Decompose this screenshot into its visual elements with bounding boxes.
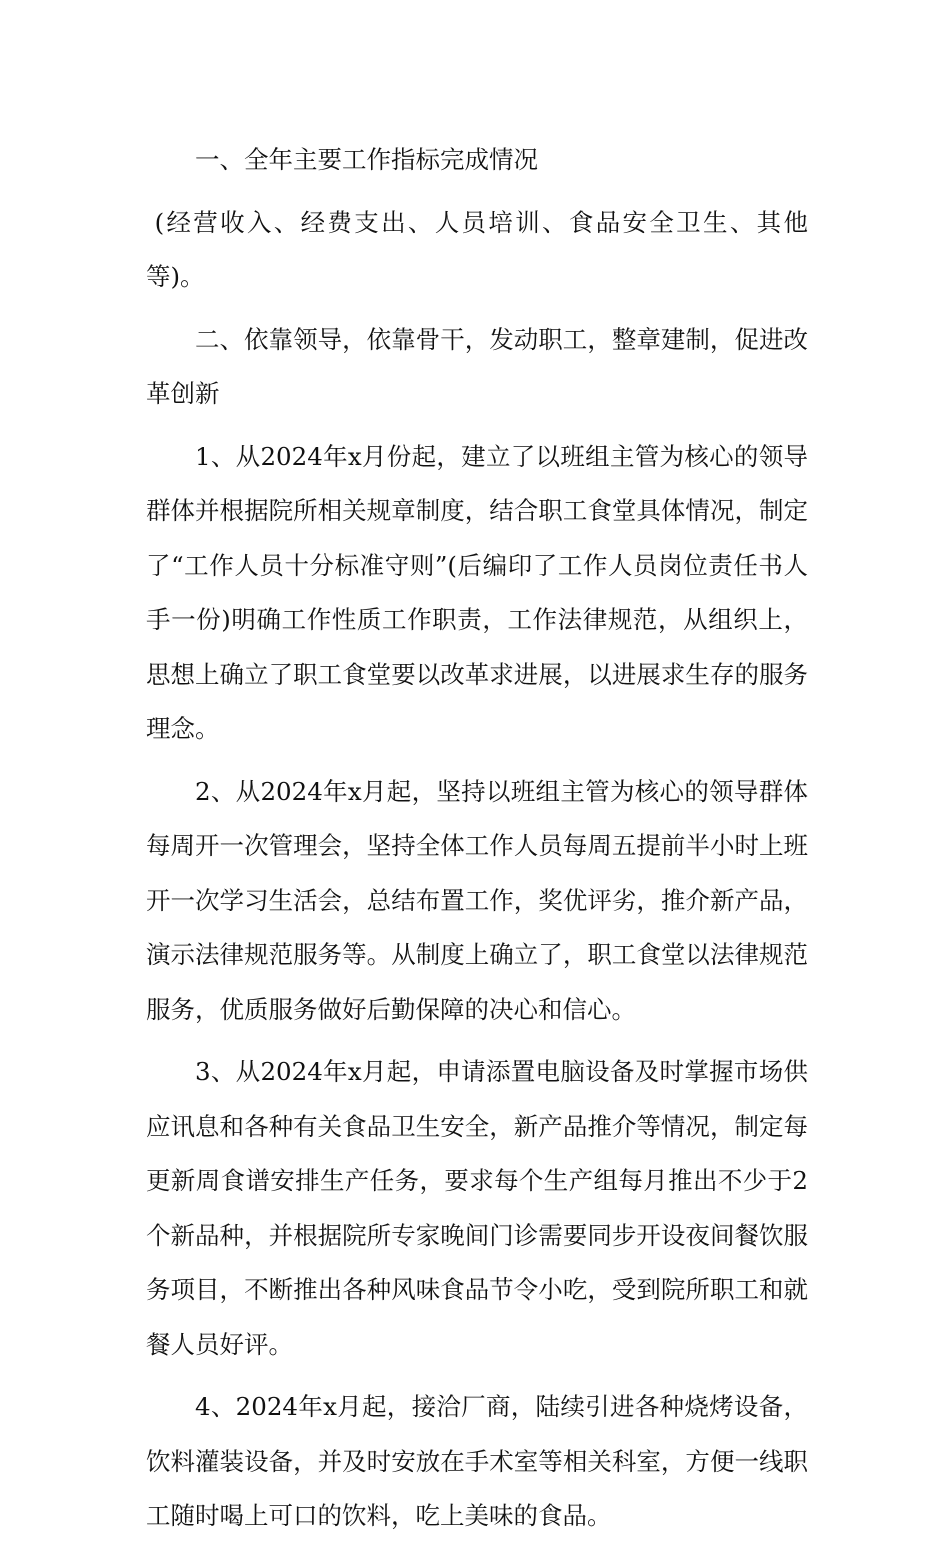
- section-heading-1: 一、全年主要工作指标完成情况: [195, 145, 538, 174]
- paragraph-item-2: 2、从2024年x月起，坚持以班组主管为核心的领导群体每周开一次管理会，坚持全体工作人员每周五提前半小时上班开一次学习生活会，总结布置工作，奖优评劣，推介新产品，演示法律规范服务等。从制度上确立了，职工食堂以法律规范服务，优质服务做好后勤保障的决心和信心。: [146, 776, 808, 1024]
- paragraph-item-4: 4、2024年x月起，接洽厂商，陆续引进各种烧烤设备，饮料灌装设备，并及时安放在手术室等相关科室，方便一线职工随时喝上可口的饮料，吃上美味的食品。: [146, 1392, 808, 1530]
- paragraph-item-1: 1、从2024年x月份起，建立了以班组主管为核心的领导群体并根据院所相关规章制度，结合职工食堂具体情况，制定了“工作人员十分标准守则”(后编印了工作人员岗位责任书人手一份)明确工作性质工作职责，工作法律规范，从组织上，思想上确立了职工食堂要以改革求进展，以进展求生存的服务理念。: [146, 441, 808, 743]
- section-heading-2: 二、依靠领导，依靠骨干，发动职工，整章建制，促进改革创新: [146, 324, 808, 408]
- section-note: (经营收入、经费支出、人员培训、食品安全卫生、其他等)。: [146, 207, 808, 291]
- paragraph-item-3: 3、从2024年x月起，申请添置电脑设备及时掌握市场供应讯息和各种有关食品卫生安全，新产品推介等情况，制定每更新周食谱安排生产任务，要求每个生产组每月推出不少于2个新品种，并根据院所专家晚间门诊需要同步开设夜间餐饮服务项目，不断推出各种风味食品节令小吃，受到院所职工和就餐人员好评。: [146, 1057, 808, 1359]
- document-body: [146, 133, 808, 1552]
